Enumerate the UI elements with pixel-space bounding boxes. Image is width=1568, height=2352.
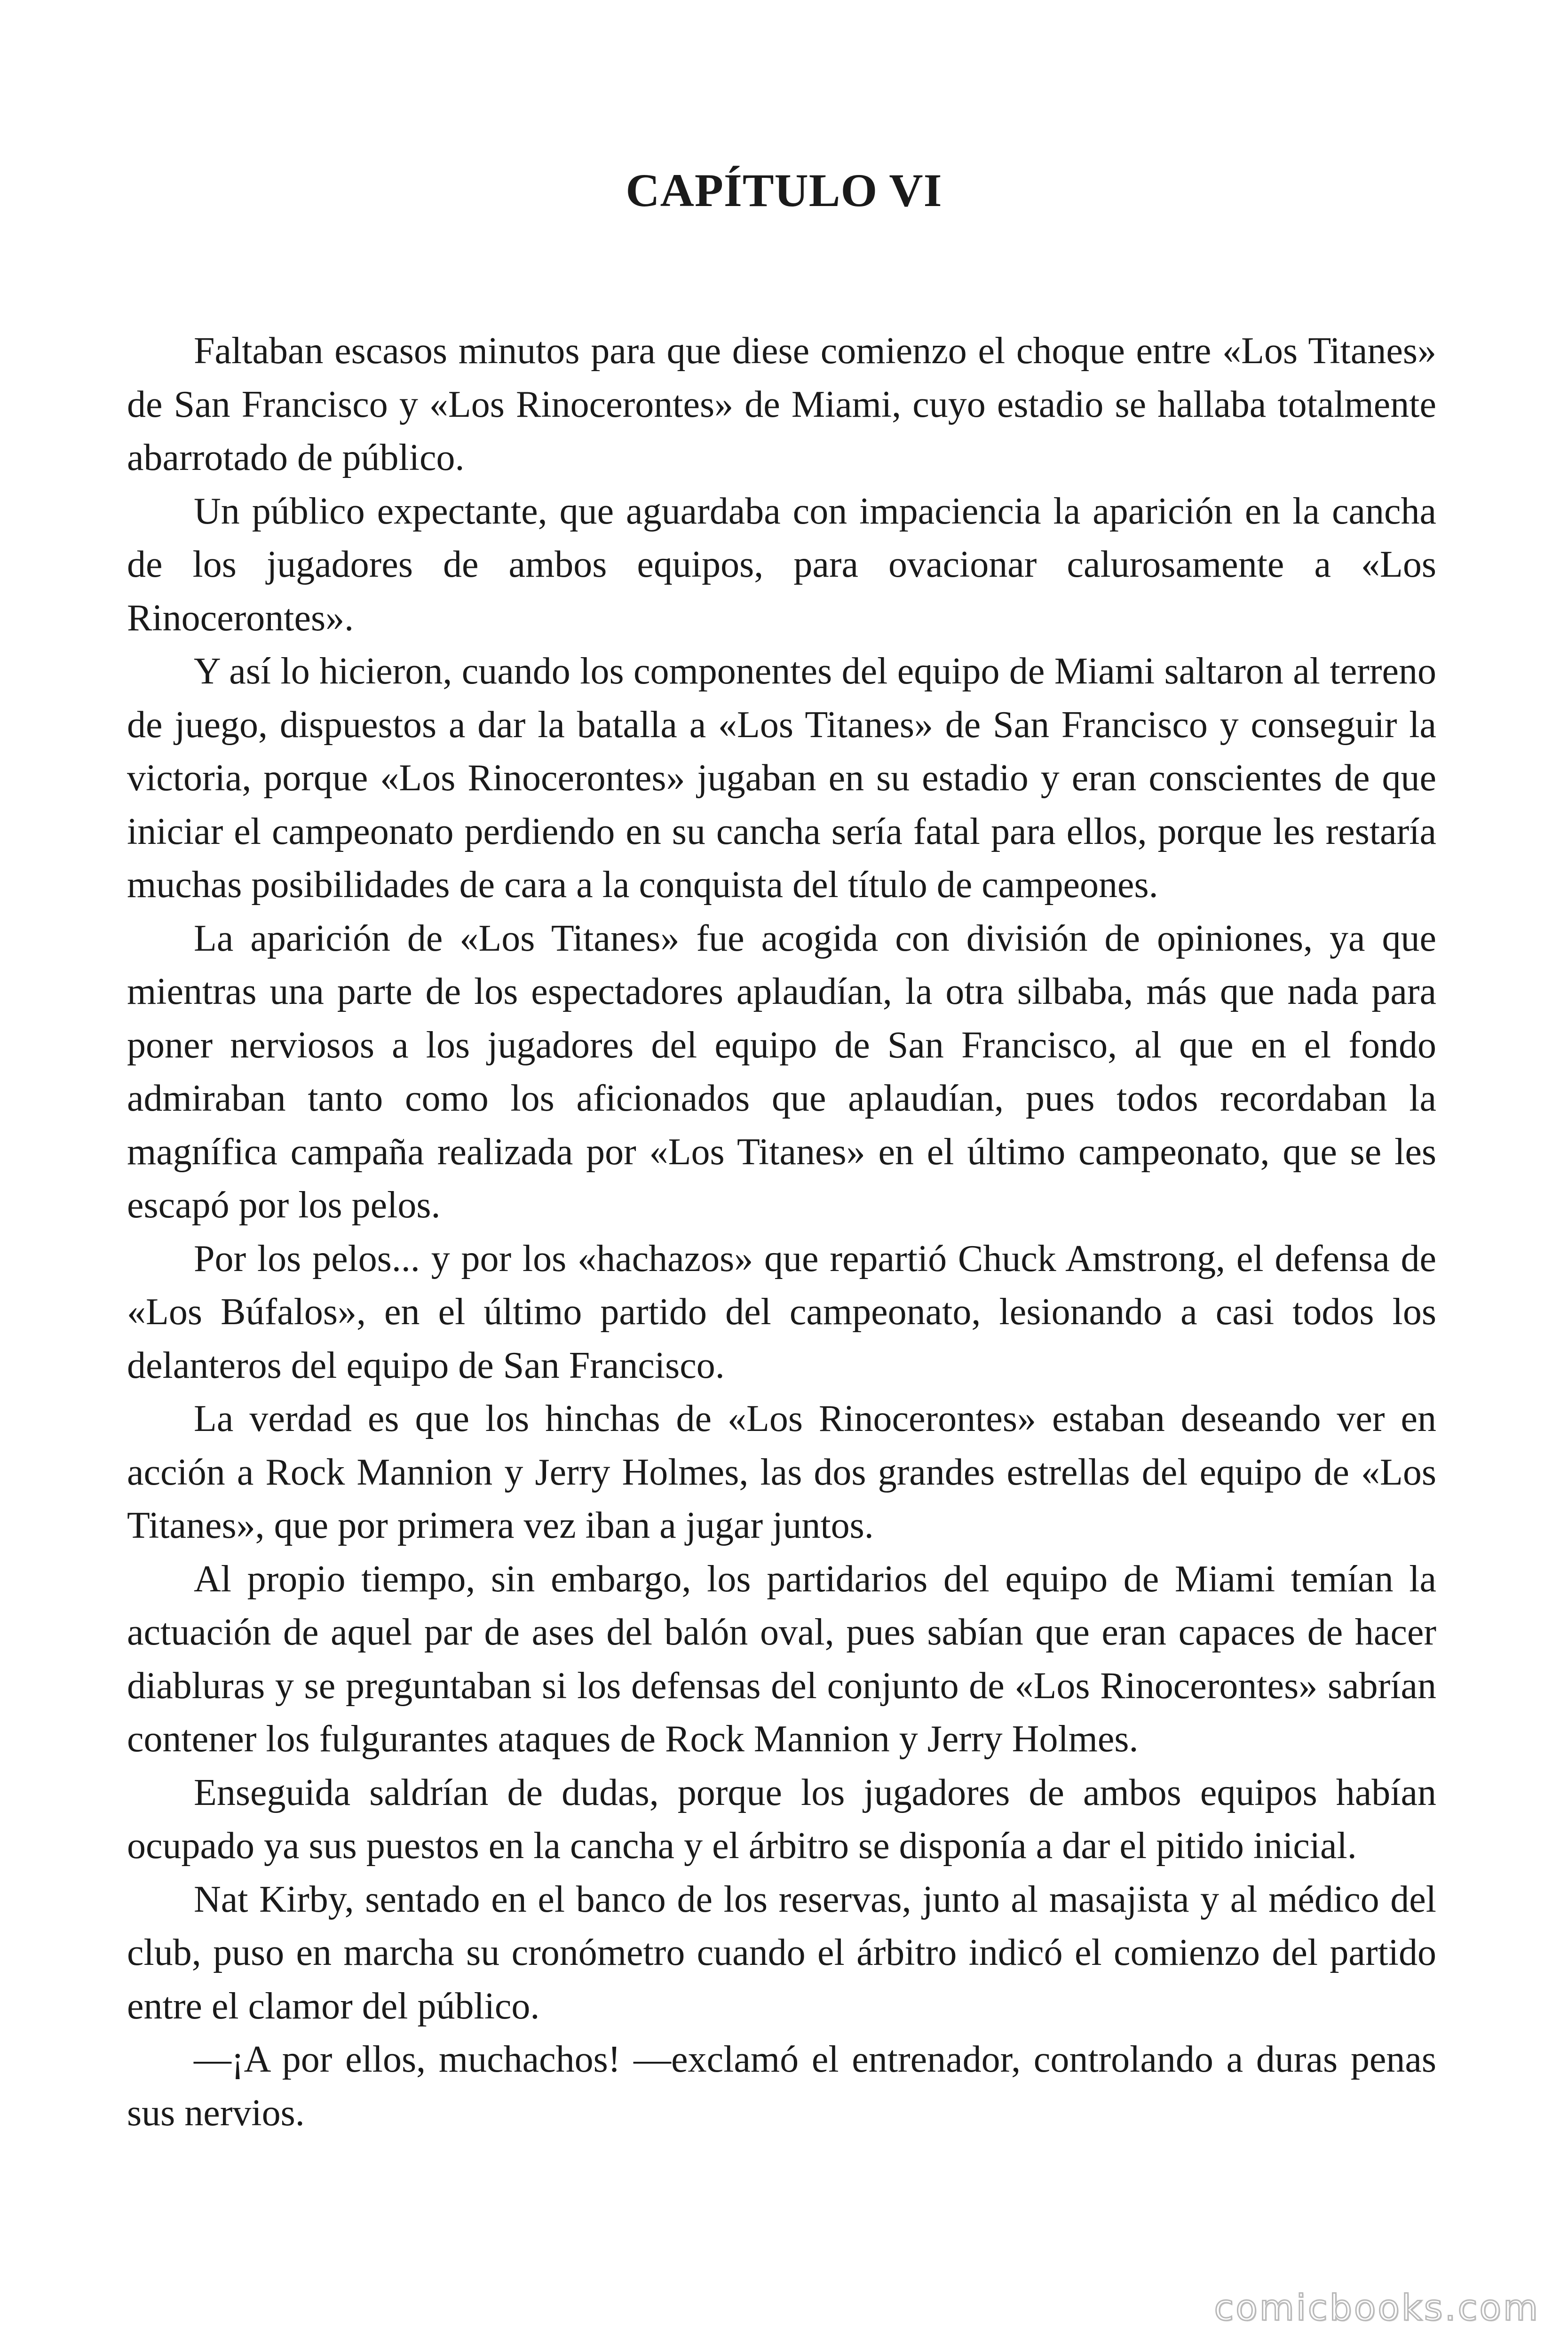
paragraph: —¡A por ellos, muchachos! —exclamó el entrenador, controlando a duras penas sus nervios. [127,2039,1436,2134]
paragraph: La verdad es que los hinchas de «Los Rinocerontes» estaban deseando ver en acción a Rock Mannion y Jerry Holmes, las dos grandes estrellas del equipo de «Los Titanes», que por primera vez iban a jugar juntos. [127,1398,1436,1546]
paragraph: Faltaban escasos minutos para que diese comienzo el choque entre «Los Titanes» de San Francisco y «Los Rinocerontes» de Miami, cuyo estadio se hallaba totalmente abarrotado de público. [127,330,1436,478]
paragraph: Nat Kirby, sentado en el banco de los reservas, junto al masajista y al médico del club, puso en marcha su cronómetro cuando el árbitro indicó el comienzo del partido entre el clamor del público. [127,1878,1436,2027]
paragraph: Un público expectante, que aguardaba con impaciencia la aparición en la cancha de los jugadores de ambos equipos, para ovacionar calurosamente a «Los Rinocerontes». [127,490,1436,639]
chapter-body [127,325,1436,2140]
paragraph: Al propio tiempo, sin embargo, los partidarios del equipo de Miami temían la actuación de aquel par de ases del balón oval, pues sabían que eran capaces de hacer diabluras y se preguntaban si los defensas del conjunto de «Los Rinocerontes» sabrían contener los fulgurantes ataques de Rock Mannion y Jerry Holmes. [127,1558,1436,1760]
paragraph: La aparición de «Los Titanes» fue acogida con división de opiniones, ya que mientras una parte de los espectadores aplaudían, la otra silbaba, más que nada para poner nerviosos a los jugadores del equipo de San Francisco, al que en el fondo admiraban tanto como los aficionados que aplaudían, pues todos recordaban la magnífica campaña realizada por «Los Titanes» en el último campeonato, que se les escapó por los pelos. [127,917,1436,1226]
watermark: comicbooks.com [1214,2287,1540,2328]
paragraph: Por los pelos... y por los «hachazos» que repartió Chuck Amstrong, el defensa de «Los Búfalos», en el último partido del campeonato, lesionando a casi todos los delanteros del equipo de San Francisco. [127,1238,1436,1386]
paragraph: Enseguida saldrían de dudas, porque los jugadores de ambos equipos habían ocupado ya sus puestos en la cancha y el árbitro se disponía a dar el pitido inicial. [127,1772,1436,1867]
chapter-title: CAPÍTULO VI [626,164,942,216]
paragraph: Y así lo hicieron, cuando los componentes del equipo de Miami saltaron al terreno de juego, dispuestos a dar la batalla a «Los Titanes» de San Francisco y conseguir la victoria, porque «Los Rinocerontes» jugaban en su estadio y eran conscientes de que iniciar el campeonato perdiendo en su cancha sería fatal para ellos, porque les restaría muchas posibilidades de cara a la conquista del título de campeones. [127,651,1436,906]
